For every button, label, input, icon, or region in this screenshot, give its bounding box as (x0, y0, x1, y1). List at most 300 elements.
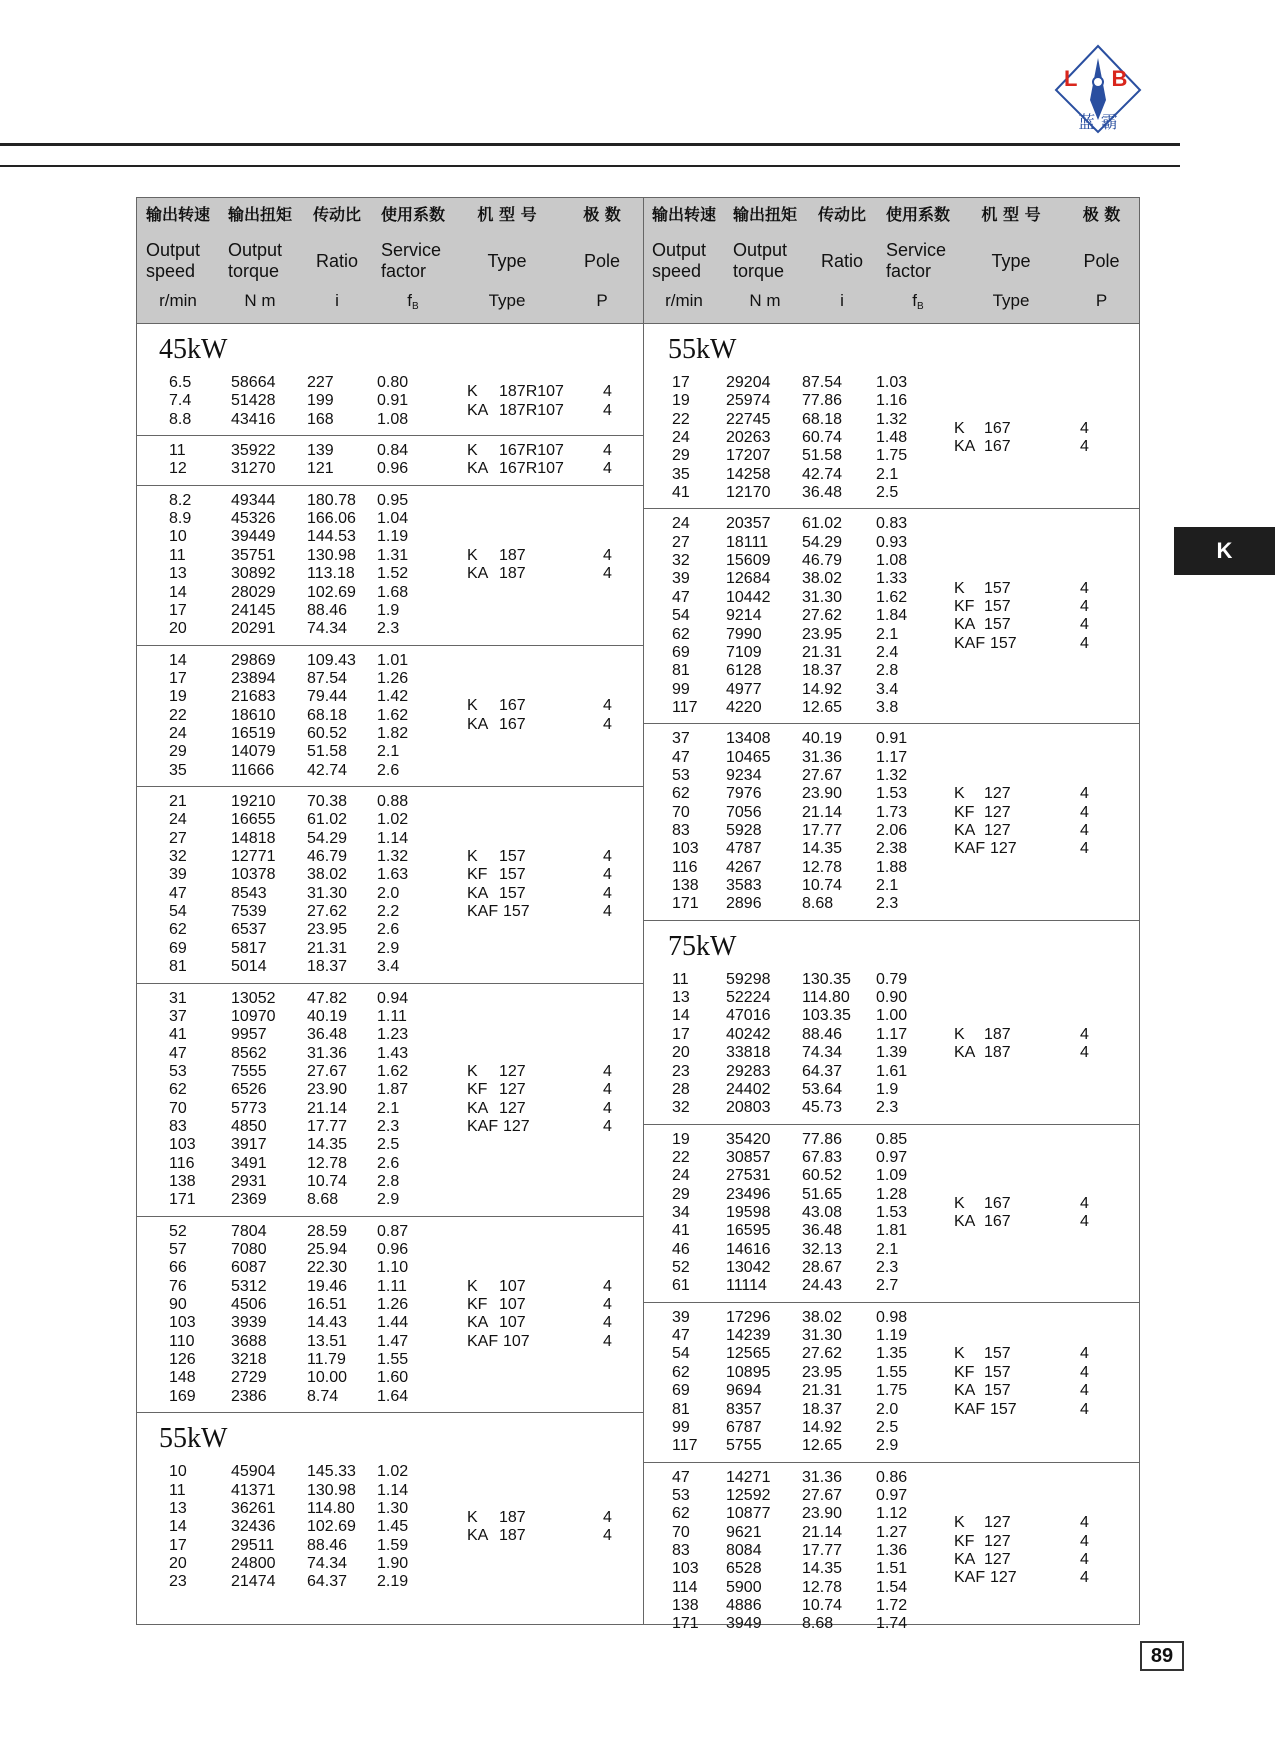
cell-fb: 1.45 (377, 1518, 409, 1536)
cell-torque: 7539 (231, 903, 267, 921)
cell-fb: 1.75 (876, 447, 908, 465)
type-size: 157 (990, 634, 1017, 652)
type-size: 157 (984, 598, 1011, 615)
cell-ratio: 40.19 (802, 730, 843, 748)
pole-count: 4 (1080, 1194, 1089, 1212)
header-en: Output torque (228, 240, 283, 281)
cell-torque: 24145 (231, 601, 276, 619)
cell-torque: 23496 (726, 1185, 771, 1203)
brand-latin: LB (1064, 66, 1162, 91)
table-row (644, 1542, 1139, 1560)
cell-ratio: 10.74 (307, 1173, 348, 1190)
type-size: 127 (990, 840, 1017, 858)
cell-speed: 62 (672, 625, 690, 643)
cell-fb: 1.55 (377, 1351, 409, 1369)
pole-count: 4 (1080, 1569, 1089, 1587)
type-prefix: KF (954, 1532, 975, 1550)
cell-torque: 6787 (726, 1418, 762, 1436)
table-row (644, 730, 1139, 748)
reducer-group (644, 1303, 1139, 1463)
cell-speed: 24 (672, 515, 690, 533)
table-row (644, 515, 1139, 533)
cell-speed: 28 (672, 1080, 690, 1098)
cell-torque: 30857 (726, 1148, 771, 1166)
brand-chinese: 蓝 霸 (1078, 113, 1118, 133)
cell-fb: 1.12 (876, 1505, 908, 1523)
cell-ratio: 51.65 (802, 1185, 843, 1203)
cell-fb: 2.0 (876, 1400, 899, 1418)
table-row (137, 921, 643, 939)
cell-fb: 1.59 (377, 1536, 409, 1554)
cell-ratio: 38.02 (802, 1308, 843, 1326)
cell-fb: 1.88 (876, 858, 908, 876)
cell-speed: 41 (169, 1026, 187, 1044)
cell-torque: 28029 (231, 583, 276, 601)
cell-speed: 17 (169, 669, 187, 687)
cell-torque: 24402 (726, 1080, 771, 1098)
cell-fb: 0.93 (876, 533, 908, 551)
table-row (644, 699, 1139, 717)
cell-fb: 2.3 (876, 895, 899, 913)
table-row (644, 644, 1139, 662)
type-prefix: KA (954, 1213, 976, 1231)
cell-ratio: 139 (307, 442, 334, 460)
cell-fb: 0.91 (876, 730, 908, 748)
pole-count: 4 (1080, 1345, 1089, 1363)
cell-torque: 6128 (726, 662, 762, 680)
cell-torque: 51428 (231, 392, 276, 410)
right-header-col-4 (878, 198, 958, 323)
cell-fb: 1.14 (377, 829, 409, 847)
cell-fb: 1.16 (876, 392, 908, 410)
cell-torque: 5928 (726, 822, 762, 840)
cell-ratio: 103.35 (802, 1007, 851, 1025)
cell-ratio: 13.51 (307, 1332, 348, 1350)
table-row (644, 1505, 1139, 1523)
header-en: Ratio (820, 250, 864, 271)
cell-ratio: 45.73 (802, 1099, 843, 1117)
cell-fb: 0.94 (377, 989, 409, 1007)
header-en: Output speed (652, 240, 707, 281)
type-size: 157 (990, 1400, 1017, 1418)
table-row (644, 1327, 1139, 1345)
cell-speed: 83 (672, 1541, 690, 1559)
right-header-col-2 (724, 198, 806, 323)
table-row (644, 1401, 1139, 1419)
cell-ratio: 31.30 (802, 588, 843, 606)
header-zh: 输出扭矩 (227, 205, 292, 224)
cell-fb: 3.4 (377, 958, 400, 976)
cell-fb: 0.87 (377, 1222, 409, 1240)
table-row (644, 1044, 1139, 1062)
cell-speed: 27 (169, 829, 187, 847)
pole-count: 4 (1080, 1514, 1089, 1532)
cell-speed: 83 (672, 822, 690, 840)
cell-torque: 13408 (726, 730, 771, 748)
cell-torque: 3939 (231, 1314, 267, 1332)
cell-torque: 10378 (231, 866, 276, 884)
type-size: 167 (499, 697, 526, 715)
cell-ratio: 31.36 (802, 748, 843, 766)
cell-speed: 47 (672, 588, 690, 606)
cell-ratio: 21.14 (802, 1523, 843, 1541)
cell-fb: 1.26 (377, 1296, 409, 1314)
cell-torque: 19598 (726, 1203, 771, 1221)
table-row (644, 1597, 1139, 1615)
section-tab-k[interactable]: K (1174, 527, 1275, 575)
right-header-col-1 (644, 198, 724, 323)
cell-ratio: 88.46 (307, 1536, 348, 1554)
pole-count: 4 (1080, 1363, 1089, 1381)
type-prefix: KA (954, 438, 976, 456)
cell-speed: 117 (672, 1437, 698, 1455)
table-row (644, 1345, 1139, 1363)
cell-torque: 8357 (726, 1400, 762, 1418)
table-row (137, 460, 643, 478)
cell-speed: 11 (169, 546, 186, 564)
cell-ratio: 21.31 (802, 643, 843, 661)
cell-speed: 90 (169, 1296, 187, 1314)
cell-speed: 32 (672, 552, 690, 570)
cell-torque: 29511 (231, 1536, 275, 1554)
pole-count: 4 (603, 1117, 612, 1135)
table-row (644, 895, 1139, 913)
type-size: 167 (984, 1194, 1011, 1212)
pole-count: 4 (1080, 785, 1089, 803)
cell-torque: 17296 (726, 1308, 771, 1326)
table-row (137, 762, 643, 780)
type-prefix: K (467, 383, 478, 401)
left-header-col-4 (373, 198, 453, 323)
type-prefix: KAF (467, 903, 499, 921)
cell-torque: 2386 (231, 1387, 267, 1405)
cell-fb: 2.19 (377, 1573, 409, 1591)
cell-torque: 10970 (231, 1007, 276, 1025)
cell-fb: 0.96 (377, 1241, 409, 1259)
cell-speed: 62 (672, 785, 690, 803)
table-row (644, 1204, 1139, 1222)
table-row (137, 510, 643, 528)
table-row (644, 484, 1139, 502)
type-prefix: KAF (954, 1400, 986, 1418)
table-row (644, 971, 1139, 989)
type-prefix: K (467, 1277, 478, 1295)
cell-torque: 52224 (726, 989, 771, 1007)
table-row (137, 1463, 643, 1481)
cell-fb: 2.5 (876, 1418, 899, 1436)
cell-torque: 9621 (726, 1523, 762, 1541)
cell-fb: 1.19 (876, 1327, 908, 1345)
type-size: 157 (503, 903, 530, 921)
table-row (137, 1063, 643, 1081)
table-row (137, 620, 643, 638)
cell-torque: 10442 (726, 588, 771, 606)
reducer-group (137, 787, 643, 984)
type-prefix: KA (467, 1099, 489, 1117)
cell-speed: 117 (672, 698, 698, 716)
cell-fb: 1.60 (377, 1369, 409, 1387)
cell-torque: 13042 (726, 1259, 771, 1277)
type-size: 107 (499, 1314, 526, 1332)
cell-speed: 13 (169, 1499, 187, 1517)
cell-speed: 46 (672, 1240, 690, 1258)
cell-fb: 1.72 (876, 1596, 908, 1614)
cell-torque: 4220 (726, 698, 762, 716)
cell-speed: 19 (169, 688, 187, 706)
cell-ratio: 36.48 (802, 1222, 843, 1240)
cell-torque: 8084 (726, 1541, 762, 1559)
header-zh: 输出转速 (651, 205, 716, 224)
table-row (137, 411, 643, 429)
cell-fb: 1.61 (876, 1062, 908, 1080)
cell-fb: 1.87 (377, 1081, 409, 1099)
cell-ratio: 32.13 (802, 1240, 843, 1258)
table-row (137, 1100, 643, 1118)
cell-fb: 1.82 (377, 724, 409, 742)
cell-fb: 1.74 (876, 1615, 908, 1633)
cell-fb: 1.31 (377, 546, 409, 564)
table-row (644, 1241, 1139, 1259)
type-size: 187 (499, 1527, 526, 1545)
cell-ratio: 102.69 (307, 1518, 356, 1536)
pole-count: 4 (603, 442, 612, 460)
cell-speed: 34 (672, 1203, 690, 1221)
table-row (137, 1482, 643, 1500)
cell-ratio: 79.44 (307, 688, 348, 706)
cell-ratio: 8.68 (307, 1191, 339, 1209)
cell-ratio: 180.78 (307, 491, 356, 509)
header-en: Pole (1083, 250, 1120, 271)
header-en: Type (991, 250, 1031, 271)
cell-fb: 2.9 (876, 1437, 899, 1455)
table-row (644, 447, 1139, 465)
cell-torque: 24800 (231, 1554, 276, 1572)
cell-torque: 17207 (726, 447, 771, 465)
cell-fb: 2.7 (876, 1277, 899, 1295)
cell-torque: 39449 (231, 528, 276, 546)
cell-fb: 1.75 (876, 1382, 908, 1400)
cell-speed: 53 (169, 1062, 187, 1080)
cell-torque: 16655 (231, 811, 276, 829)
type-size: 167R107 (499, 460, 564, 478)
cell-speed: 20 (169, 1554, 187, 1572)
cell-speed: 99 (672, 1418, 690, 1436)
type-size: 127 (984, 1532, 1011, 1550)
reducer-group (644, 965, 1139, 1125)
cell-speed: 54 (672, 1345, 690, 1363)
cell-speed: 47 (169, 884, 187, 902)
cell-torque: 31270 (231, 460, 276, 478)
table-row (644, 822, 1139, 840)
cell-torque: 9957 (231, 1026, 267, 1044)
cell-speed: 83 (169, 1117, 187, 1135)
pole-count: 4 (1080, 634, 1089, 652)
header-symbol: P (1095, 291, 1108, 310)
cell-fb: 1.81 (876, 1222, 908, 1240)
power-title: 55kW (668, 334, 737, 365)
cell-speed: 27 (672, 533, 690, 551)
cell-speed: 13 (169, 565, 187, 583)
table-row (137, 1173, 643, 1191)
cell-torque: 12592 (726, 1486, 771, 1504)
cell-fb: 0.85 (876, 1130, 908, 1148)
type-size: 157 (984, 1363, 1011, 1381)
cell-ratio: 14.35 (307, 1136, 348, 1154)
cell-torque: 14239 (726, 1327, 771, 1345)
table-row (644, 749, 1139, 767)
table-row (137, 903, 643, 921)
cell-torque: 47016 (726, 1007, 771, 1025)
cell-torque: 6087 (231, 1259, 267, 1277)
cell-torque: 9694 (726, 1382, 762, 1400)
table-row (644, 1437, 1139, 1455)
header-symbol: N m (244, 291, 276, 310)
header-en: Service factor (886, 240, 947, 281)
cell-torque: 29204 (726, 374, 771, 391)
cell-ratio: 28.59 (307, 1222, 348, 1240)
cell-ratio: 24.43 (802, 1277, 843, 1295)
type-prefix: KF (954, 1363, 975, 1381)
type-size: 157 (499, 866, 526, 884)
type-prefix: KA (467, 565, 489, 583)
cell-torque: 4267 (726, 858, 762, 876)
cell-torque: 30892 (231, 565, 276, 583)
cell-fb: 1.17 (876, 748, 908, 766)
table-row (644, 877, 1139, 895)
cell-ratio: 12.65 (802, 1437, 843, 1455)
cell-fb: 1.43 (377, 1044, 409, 1062)
pole-count: 4 (603, 1296, 612, 1314)
cell-fb: 1.35 (876, 1345, 908, 1363)
type-prefix: K (467, 442, 478, 460)
pole-count: 4 (603, 848, 612, 866)
cell-torque: 43416 (231, 410, 276, 428)
cell-ratio: 60.52 (802, 1167, 843, 1185)
cell-torque: 14616 (726, 1240, 771, 1258)
cell-speed: 81 (672, 662, 690, 680)
pole-count: 4 (603, 1332, 612, 1350)
cell-torque: 20263 (726, 429, 771, 447)
cell-torque: 3218 (231, 1351, 267, 1369)
cell-ratio: 60.74 (802, 429, 843, 447)
cell-ratio: 77.86 (802, 1130, 843, 1148)
header-symbol: r/min (665, 291, 703, 310)
cell-torque: 20291 (231, 620, 276, 638)
cell-ratio: 14.35 (802, 1560, 843, 1578)
cell-torque: 9214 (726, 607, 762, 625)
table-row (137, 688, 643, 706)
cell-ratio: 27.62 (802, 1345, 843, 1363)
type-prefix: KAF (954, 1569, 986, 1587)
type-size: 187 (499, 1509, 526, 1527)
table-row (137, 1191, 643, 1209)
cell-fb: 1.00 (876, 1007, 908, 1025)
type-prefix: KA (954, 1044, 976, 1062)
cell-fb: 1.17 (876, 1025, 908, 1043)
page-number: 89 (1140, 1641, 1184, 1671)
cell-torque: 22745 (726, 410, 771, 428)
cell-ratio: 22.30 (307, 1259, 348, 1277)
cell-ratio: 47.82 (307, 989, 348, 1007)
left-column (137, 324, 643, 1624)
cell-torque: 2729 (231, 1369, 267, 1387)
cell-ratio: 36.48 (307, 1026, 348, 1044)
cell-ratio: 23.95 (802, 1363, 843, 1381)
cell-speed: 47 (672, 1468, 690, 1486)
cell-speed: 171 (672, 895, 699, 913)
cell-speed: 12 (169, 460, 187, 478)
header-rule-thin (0, 165, 1180, 167)
table-row (137, 1388, 643, 1406)
cell-ratio: 61.02 (802, 515, 843, 533)
cell-fb: 1.32 (377, 848, 409, 866)
cell-torque: 4787 (726, 840, 762, 858)
cell-fb: 2.3 (876, 1099, 899, 1117)
table-row (644, 1309, 1139, 1327)
cell-torque: 5817 (231, 939, 267, 957)
table-row (137, 1500, 643, 1518)
cell-ratio: 42.74 (802, 465, 843, 483)
type-prefix: KAF (467, 1117, 499, 1135)
table-row (137, 885, 643, 903)
pole-count: 4 (1080, 1213, 1089, 1231)
cell-torque: 2896 (726, 895, 762, 913)
table-row (137, 1518, 643, 1536)
cell-speed: 171 (672, 1615, 699, 1633)
cell-torque: 21474 (231, 1573, 276, 1591)
reducer-group (644, 1463, 1139, 1640)
cell-torque: 3491 (231, 1154, 267, 1172)
cell-torque: 49344 (231, 491, 276, 509)
pole-count: 4 (1080, 822, 1089, 840)
pole-count: 4 (1080, 840, 1089, 858)
power-title: 75kW (668, 930, 737, 962)
cell-ratio: 70.38 (307, 793, 348, 810)
cell-torque: 14271 (726, 1468, 771, 1486)
type-prefix: K (467, 1062, 478, 1080)
type-size: 107 (499, 1296, 526, 1314)
cell-speed: 32 (672, 1099, 690, 1117)
cell-torque: 3949 (726, 1615, 762, 1633)
cell-speed: 69 (672, 643, 690, 661)
pole-count: 4 (603, 1314, 612, 1332)
cell-fb: 0.83 (876, 515, 908, 533)
cell-speed: 62 (169, 921, 187, 939)
cell-torque: 6537 (231, 921, 267, 939)
cell-torque: 12684 (726, 570, 771, 588)
cell-speed: 13 (672, 989, 690, 1007)
cell-fb: 2.3 (876, 1259, 899, 1277)
cell-fb: 1.52 (377, 565, 409, 583)
cell-fb: 1.33 (876, 570, 908, 588)
cell-fb: 1.62 (876, 588, 908, 606)
type-prefix: KAF (954, 840, 986, 858)
cell-ratio: 51.58 (307, 743, 348, 761)
cell-ratio: 114.80 (802, 989, 850, 1007)
cell-speed: 22 (672, 1148, 690, 1166)
type-size: 157 (984, 1345, 1011, 1363)
cell-speed: 14 (169, 651, 187, 669)
cell-ratio: 87.54 (802, 374, 843, 391)
cell-ratio: 23.90 (307, 1081, 348, 1099)
cell-ratio: 121 (307, 460, 334, 478)
cell-ratio: 77.86 (802, 392, 843, 410)
pole-count: 4 (603, 884, 612, 902)
header-symbol: Type (488, 291, 526, 310)
type-prefix: KA (467, 460, 489, 478)
cell-ratio: 88.46 (307, 601, 348, 619)
cell-torque: 5312 (231, 1277, 267, 1295)
